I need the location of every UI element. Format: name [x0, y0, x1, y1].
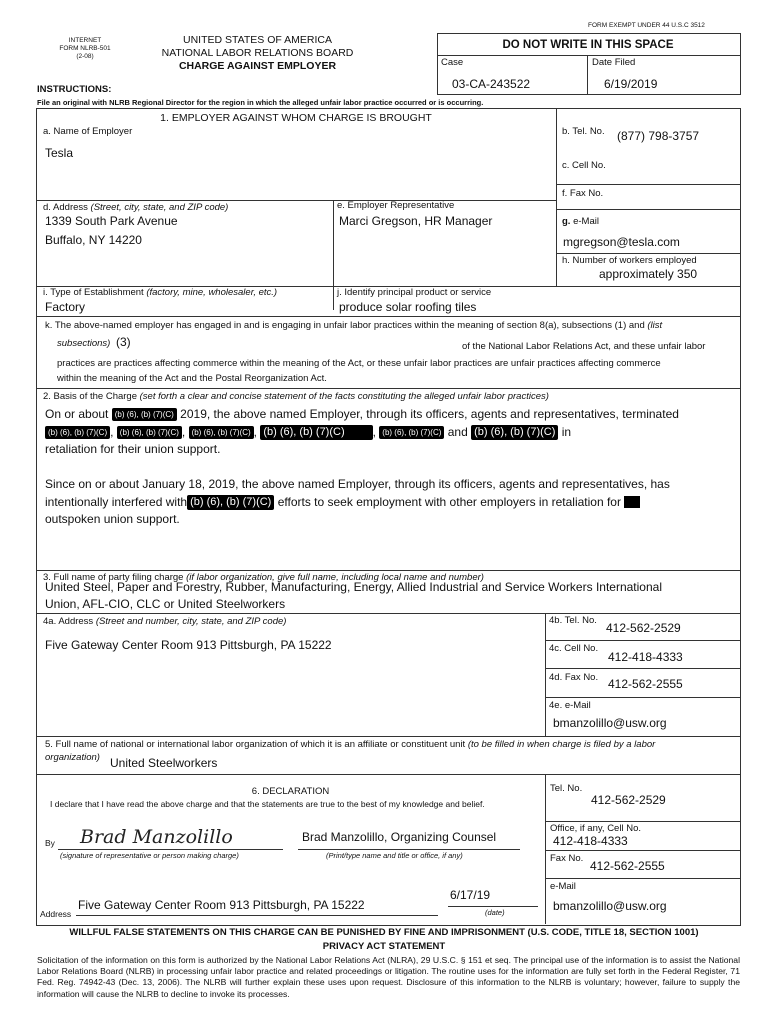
employer-email-label [562, 216, 599, 227]
false-statement-warning: WILLFUL FALSE STATEMENTS ON THIS CHARGE CAN BE PUNISHED BY FINE AND IMPRISONMENT (U.S. CODE, TITLE 18, SECTION 1001) [69, 927, 699, 938]
name-address-divider [36, 200, 557, 201]
basis-p2-line3: outspoken union support. [45, 512, 180, 526]
declaration-date-line [448, 906, 538, 907]
product-label: j. Identify principal product or service [337, 287, 492, 298]
filer-email-label: 4e. e-Mail [549, 700, 591, 711]
row-divider-k [36, 316, 740, 317]
signature-line [58, 849, 283, 850]
basis-paragraph-2 [45, 476, 735, 529]
declarant-tel-value: 412-562-2529 [591, 793, 666, 807]
k-line2-text: of the National Labor Relations Act, and these unfair labor [462, 341, 706, 352]
printed-name-title: Brad Manzolillo, Organizing Counsel [302, 830, 497, 844]
date-filed-label: Date Filed [592, 57, 636, 68]
privacy-act-text: Solicitation of the information on this form is authorized by the National Labor Relations Act (NLRA), 29 U.S.C. § 151 et seq. The principal use of the information is to assist the National Labor Relations Board (NLRB) in processing unfair labor practice and related proceedings or litigation. The routine uses for the information are fully set forth in the Federal Register, 71 Fed. Reg. 74942-43 (Dec. 13, 2006). The NLRB will further explain these uses upon request. Disclosure of this information to the NLRB is voluntary; however, failure to supply the information will cause the NLRB to decline to invoke its processes. [37, 955, 740, 999]
email-workers-divider [556, 253, 740, 254]
redaction-block: (b) (6), (b) (7)(C) [260, 425, 372, 440]
case-label: Case [441, 57, 464, 68]
employer-address-line1: 1339 South Park Avenue [45, 214, 178, 228]
filer-email-value: bmanzolillo@usw.org [553, 716, 667, 730]
basis-p1-a: On or about [45, 407, 109, 421]
basis-p2-c: efforts to seek employment with other employers in retaliation for [277, 494, 621, 509]
address-label-text: d. Address [43, 202, 88, 213]
declarant-email-value: bmanzolillo@usw.org [553, 899, 667, 913]
filer-address-value: Five Gateway Center Room 913 Pittsburgh, PA 15222 [45, 638, 332, 652]
declarant-fax-divider [545, 878, 740, 879]
declaration-date-caption: (date) [485, 908, 505, 917]
employer-rep-value: Marci Gregson, HR Manager [339, 214, 493, 228]
section4a-label [43, 616, 286, 627]
establishment-label-text: i. Type of Establishment [43, 287, 144, 298]
affiliate-value: United Steelworkers [110, 756, 218, 770]
basis-paragraph-1 [45, 406, 735, 459]
section4-column-divider [545, 613, 546, 736]
filer-cell-value: 412-418-4333 [608, 650, 683, 664]
office-cell-value: 412-418-4333 [553, 834, 628, 848]
email-label-text: e-Mail [573, 216, 599, 227]
office-box-divider [437, 55, 740, 56]
cell-fax-divider [556, 184, 740, 185]
filer-fax-value: 412-562-2555 [608, 677, 683, 691]
filer-tel-divider [545, 640, 740, 641]
establishment-type-label [43, 287, 277, 298]
establishment-label-hint: (factory, mine, wholesaler, etc.) [146, 287, 278, 298]
k-line1-text: k. The above-named employer has engaged in and is engaging in unfair labor practices within the meaning of section 8(a), subsections (1) and [45, 320, 645, 331]
declaration-date-value: 6/17/19 [450, 888, 491, 902]
redaction-block: (b) (6), (b) (7)(C) [112, 408, 177, 421]
workers-count-value: approximately 350 [599, 267, 698, 281]
section1-right-column-divider [556, 109, 557, 286]
k-list-hint: (list [647, 320, 663, 331]
employer-tel-value: (877) 798-3757 [617, 129, 700, 143]
declaration-statement: I declare that I have read the above charge and that the statements are true to the best of my knowledge and belief. [50, 799, 485, 809]
redaction-block: (b) (6), (b) (7)(C) [117, 426, 182, 439]
basis-label-hint: (set forth a clear and concise statement of the facts constituting the alleged unfair labor practices) [139, 391, 549, 402]
redaction-block: (b) (6), (b) (7)(C) [187, 495, 274, 510]
workers-count-label: h. Number of workers employed [562, 255, 697, 266]
filing-party-name-line1: United Steel, Paper and Forestry, Rubber, Manufacturing, Energy, Allied Industrial and Service Workers International [45, 580, 662, 594]
internet-label: INTERNET [68, 37, 102, 44]
filer-tel-label: 4b. Tel. No. [549, 615, 597, 626]
filing-party-name-line2: Union, AFL-CIO, CLC or United Steelworkers [45, 597, 286, 611]
privacy-act-title: PRIVACY ACT STATEMENT [322, 941, 446, 952]
basis-p1-line1 [45, 406, 735, 424]
redaction-block: (b) (6), (b) (7)(C) [379, 426, 444, 439]
filer-cell-label: 4c. Cell No. [549, 643, 599, 654]
filer-address-label-hint: (Street and number, city, state, and ZIP code) [95, 616, 287, 627]
declarant-tel-divider [545, 821, 740, 822]
affiliate-label-hint: (to be filled in when charge is filed by a labor [467, 739, 656, 750]
basis-p1-in: in [561, 424, 572, 439]
employer-cell-label: c. Cell No. [562, 160, 606, 171]
declarant-address-value: Five Gateway Center Room 913 Pittsburgh, PA 15222 [78, 898, 365, 912]
employer-email-value: mgregson@tesla.com [563, 235, 680, 249]
do-not-write-heading: DO NOT WRITE IN THIS SPACE [502, 39, 674, 51]
filer-cell-divider [545, 668, 740, 669]
redaction-block: (b) (6), (b) (7)(C) [45, 426, 110, 439]
case-number: 03-CA-243522 [452, 77, 531, 91]
k-subsections-label: subsections) [57, 338, 111, 349]
form-number: FORM NLRB-501 [59, 45, 111, 52]
section-k-line1 [45, 320, 662, 331]
declarant-address-line [76, 915, 438, 916]
declarant-tel-label: Tel. No. [550, 783, 583, 794]
by-label: By [45, 838, 55, 848]
declarant-fax-label: Fax No. [550, 853, 584, 864]
section1-title: 1. EMPLOYER AGAINST WHOM CHARGE IS BROUGHT [160, 112, 432, 124]
basis-p1-and: and [447, 424, 468, 439]
printed-name-line [298, 849, 520, 850]
row-divider-section2 [36, 388, 740, 389]
k-line3-text: practices are practices affecting commerce within the meaning of the Act, or these unfair labor practices are unfair practices affecting commerce [57, 358, 661, 369]
basis-p2-line2 [45, 494, 735, 512]
declaration-title: 6. DECLARATION [251, 786, 330, 797]
declarant-address-label: Address [40, 909, 72, 919]
country-heading: UNITED STATES OF AMERICA [183, 34, 332, 46]
instructions-label: INSTRUCTIONS: [37, 84, 112, 95]
employer-address-label [43, 202, 228, 213]
filer-address-label-text: 4a. Address [43, 616, 94, 627]
filing-party-label-hint: (if labor organization, give full name, including local name and number) [186, 572, 484, 583]
filer-fax-divider [545, 697, 740, 698]
basis-p1-end: retaliation for their union support. [45, 442, 221, 456]
printed-name-caption: (Print/type name and title or office, if any) [326, 851, 463, 860]
k-subsections-value: (3) [116, 335, 131, 349]
section2-label [43, 391, 549, 402]
redaction-block: (b) (6), (b) (7)(C) [471, 425, 558, 440]
employer-address-line2: Buffalo, NY 14220 [45, 233, 142, 247]
instructions-text: File an original with NLRB Regional Director for the region in which the alleged unfair labor practice occurred or is occurring. [37, 98, 484, 107]
redaction-block [624, 496, 640, 508]
office-box-split [587, 55, 588, 94]
address-rep-divider [333, 200, 334, 310]
basis-p1-line2: (b) (6), (b) (7)(C) , (b) (6), (b) (7)(C) , (b) (6), (b) (7)(C) , (b) (6), (b) (7)(C) , (b) (6), (b) (7)(C) and (b) (6), (b) (7)(C) in [45, 424, 735, 442]
basis-p2-line1: Since on or about January 18, 2019, the above named Employer, through its officers, agents and representatives, has [45, 477, 670, 491]
product-value: produce solar roofing tiles [339, 300, 477, 314]
basis-p1-b: 2019, the above named Employer, through its officers, agents and representatives, terminated [180, 407, 679, 421]
agency-heading: NATIONAL LABOR RELATIONS BOARD [161, 47, 354, 59]
employer-rep-label: e. Employer Representative [337, 200, 455, 211]
k-line4-text: within the meaning of the Act and the Postal Reorganization Act. [57, 373, 327, 384]
email-label-prefix: g. [562, 216, 571, 227]
section5-label [45, 739, 655, 750]
employer-name-label: a. Name of Employer [43, 126, 133, 137]
affiliate-label-hint2: organization) [45, 752, 100, 763]
date-filed-value: 6/19/2019 [604, 77, 658, 91]
form-exempt-note: FORM EXEMPT UNDER 44 U.S.C 3512 [588, 22, 705, 29]
basis-p2-b: intentionally interfered with [45, 494, 188, 509]
address-label-hint: (Street, city, state, and ZIP code) [90, 202, 229, 213]
form-title: CHARGE AGAINST EMPLOYER [178, 60, 337, 72]
employer-name-value: Tesla [45, 146, 74, 160]
basis-label-text: 2. Basis of the Charge [43, 391, 137, 402]
filer-fax-label: 4d. Fax No. [549, 672, 599, 683]
declarant-fax-value: 412-562-2555 [590, 859, 665, 873]
row-divider-section6 [36, 774, 740, 775]
office-cell-divider [545, 850, 740, 851]
fax-email-divider [556, 209, 740, 210]
redaction-block: (b) (6), (b) (7)(C) [189, 426, 254, 439]
row-divider-section4 [36, 613, 740, 614]
row-divider-section3 [36, 570, 740, 571]
office-cell-label: Office, if any, Cell No. [550, 823, 641, 834]
signature-caption: (signature of representative or person making charge) [60, 851, 239, 860]
section6-column-divider [545, 774, 546, 924]
row-divider-section5 [36, 736, 740, 737]
affiliate-label-text: 5. Full name of national or international labor organization of which it is an affiliate or constituent unit [45, 739, 466, 750]
form-revision-date: (2-08) [76, 53, 94, 60]
employer-tel-label: b. Tel. No. [562, 126, 605, 137]
declarant-email-label: e-Mail [550, 881, 576, 892]
filing-party-label-text: 3. Full name of party filing charge [43, 572, 184, 583]
establishment-type-value: Factory [45, 300, 86, 314]
filer-tel-value: 412-562-2529 [606, 621, 681, 635]
employer-fax-label: f. Fax No. [562, 188, 604, 199]
signature: Brad Manzolillo [80, 826, 233, 848]
